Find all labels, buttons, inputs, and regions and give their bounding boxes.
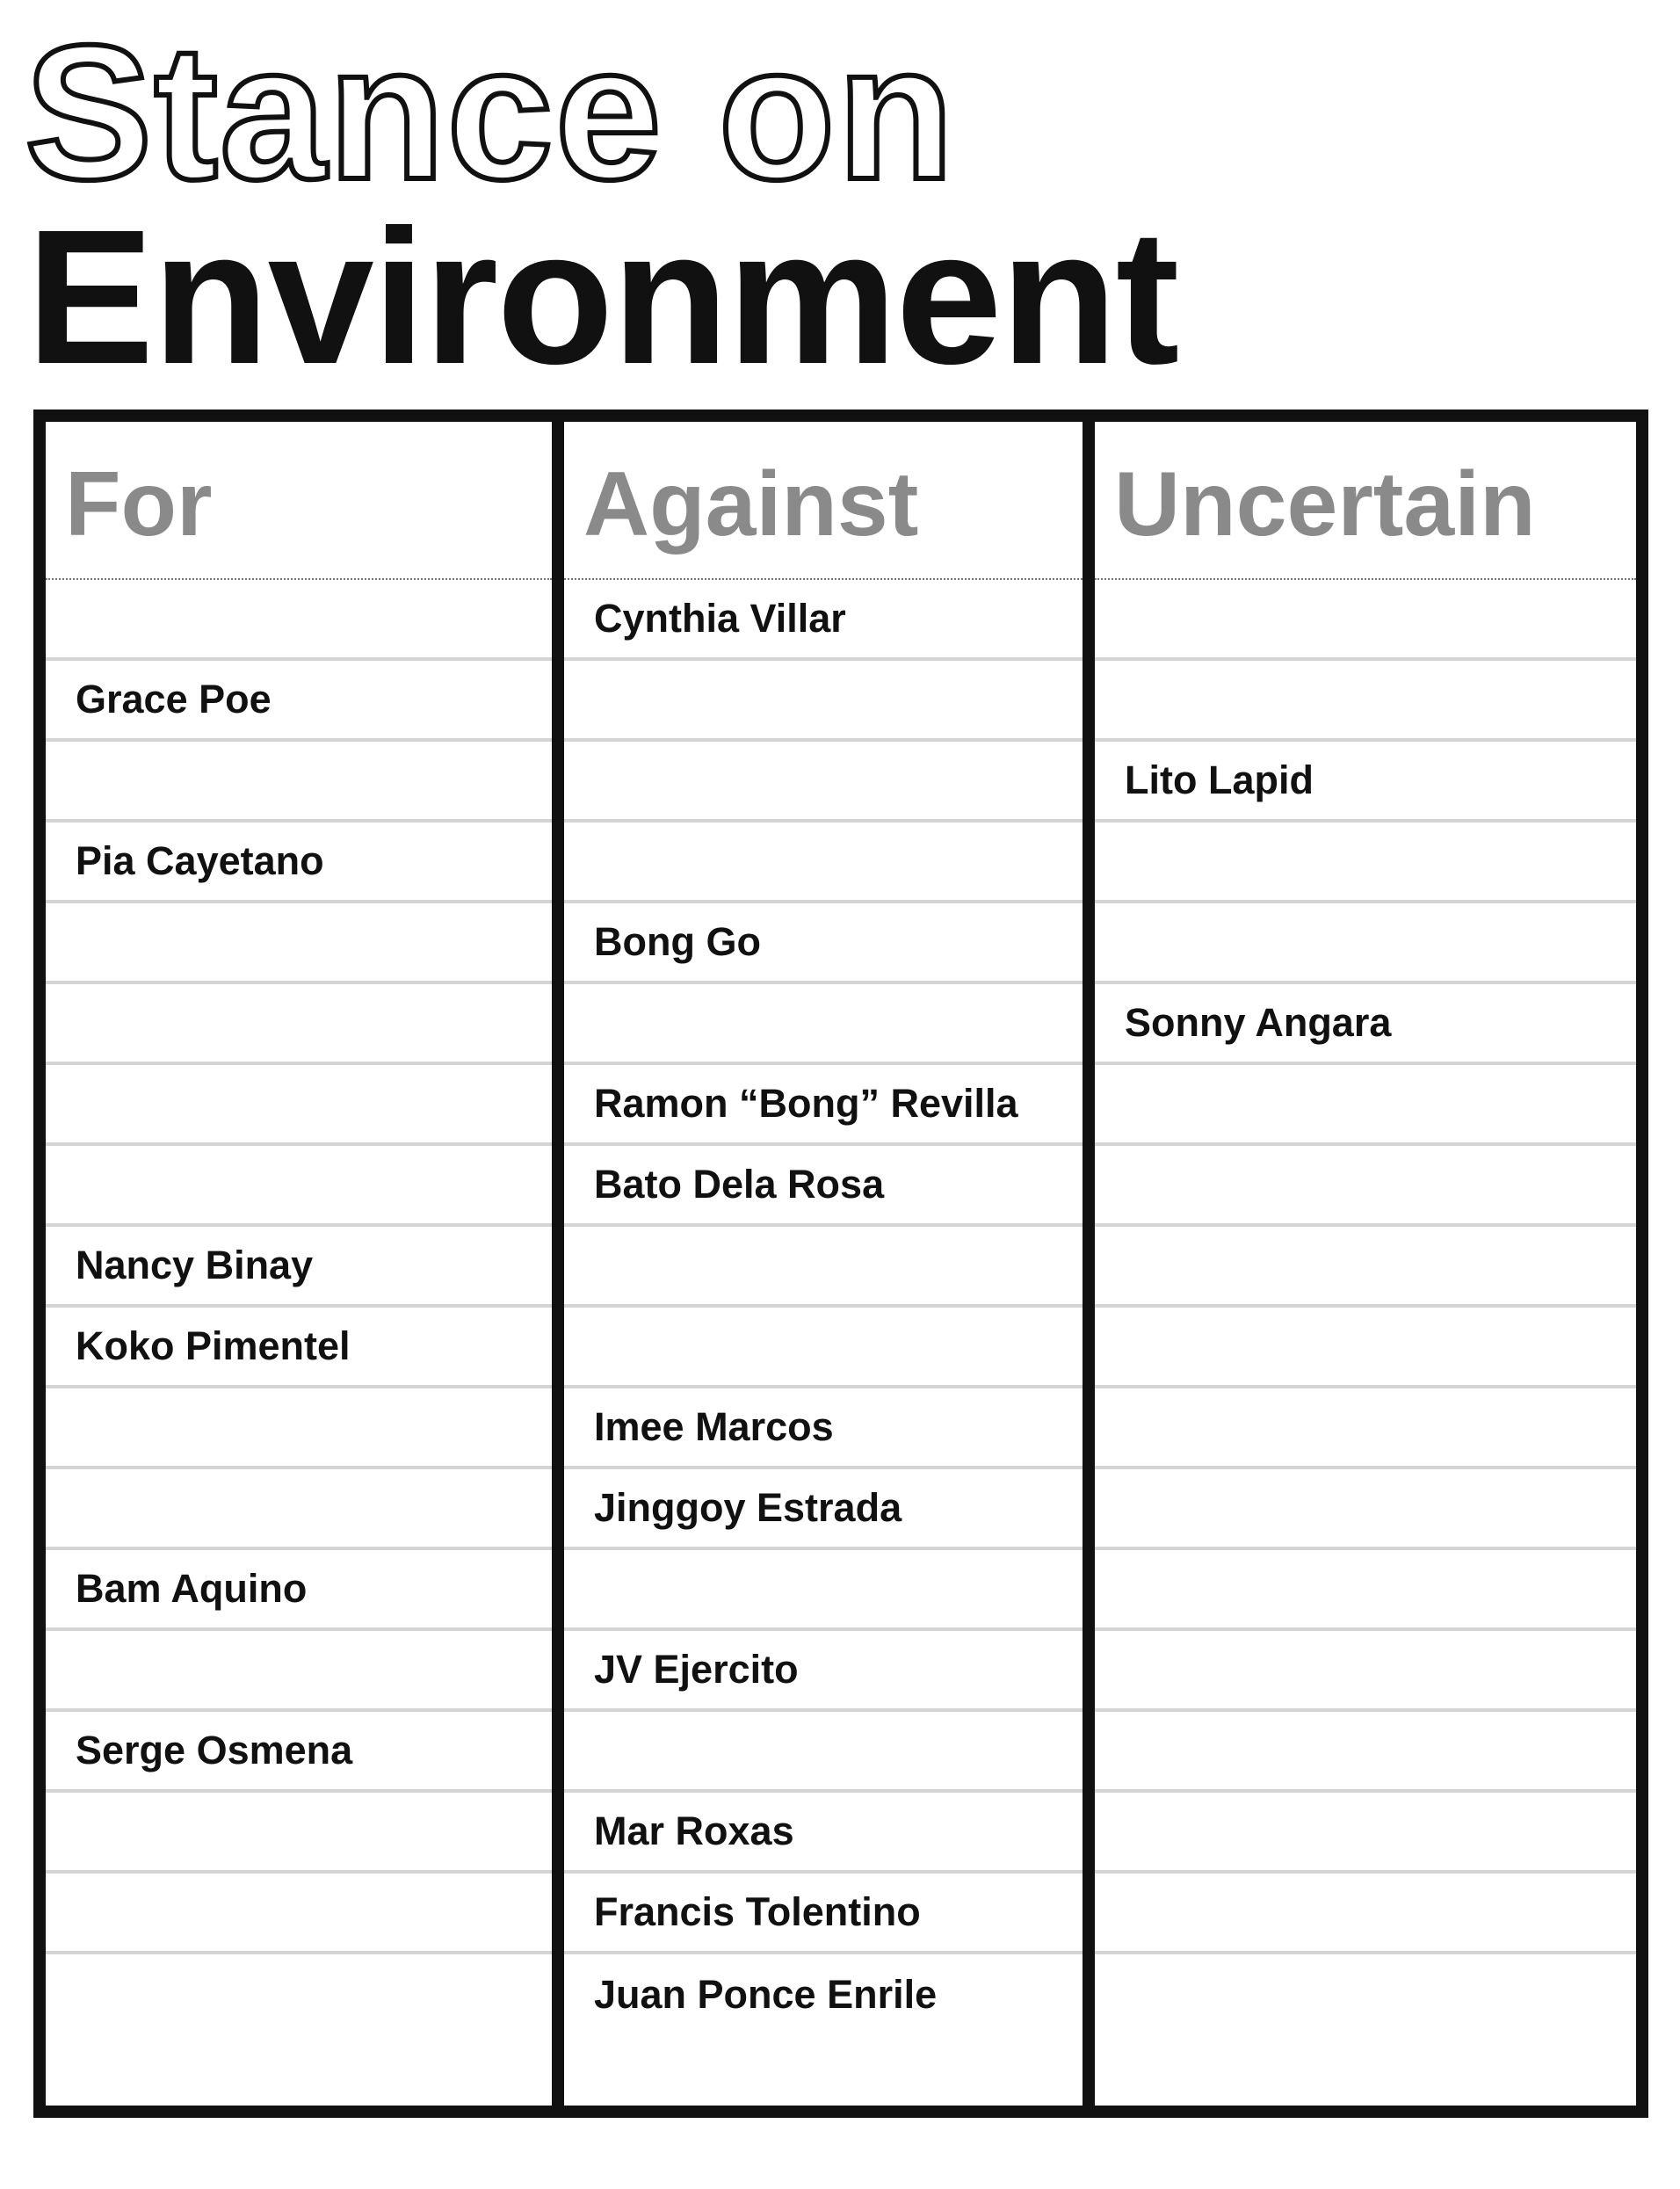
table-row xyxy=(564,823,1083,903)
table-row xyxy=(46,742,552,823)
table-row: Jinggoy Estrada xyxy=(564,1469,1083,1550)
table-row: JV Ejercito xyxy=(564,1631,1083,1712)
table-row xyxy=(564,661,1083,742)
table-row: Imee Marcos xyxy=(564,1388,1083,1469)
table-row xyxy=(564,1308,1083,1388)
column-uncertain xyxy=(1095,422,1636,2106)
table-row xyxy=(564,984,1083,1065)
table-row: Bato Dela Rosa xyxy=(564,1146,1083,1227)
table-row: Serge Osmena xyxy=(46,1712,552,1793)
table-row: Lito Lapid xyxy=(1095,742,1636,823)
table-row: Nancy Binay xyxy=(46,1227,552,1308)
table-row xyxy=(46,1874,552,1954)
table-row xyxy=(564,1550,1083,1631)
table-row: Bam Aquino xyxy=(46,1550,552,1631)
table-row xyxy=(1095,1550,1636,1631)
table-row: Cynthia Villar xyxy=(564,580,1083,661)
table-row: Sonny Angara xyxy=(1095,984,1636,1065)
column-header-for: For xyxy=(46,422,552,580)
column-for xyxy=(46,422,564,2106)
table-row xyxy=(1095,1793,1636,1874)
table-row xyxy=(1095,1954,1636,2035)
table-row xyxy=(564,1227,1083,1308)
table-row xyxy=(1095,823,1636,903)
table-row xyxy=(1095,903,1636,984)
column-header-uncertain: Uncertain xyxy=(1095,422,1636,580)
page-title-line2: Environment xyxy=(26,191,1178,404)
table-row: Koko Pimentel xyxy=(46,1308,552,1388)
column-against xyxy=(564,422,1095,2106)
table-row xyxy=(46,1954,552,2035)
table-row: Bong Go xyxy=(564,903,1083,984)
table-row xyxy=(46,580,552,661)
table-row: Ramon “Bong” Revilla xyxy=(564,1065,1083,1146)
table-row xyxy=(46,984,552,1065)
table-row xyxy=(46,1388,552,1469)
table-row xyxy=(564,742,1083,823)
column-rows-for xyxy=(46,580,552,2035)
table-row xyxy=(1095,1712,1636,1793)
page-title-line1: Stance on xyxy=(25,6,956,220)
table-row xyxy=(1095,1146,1636,1227)
table-row xyxy=(564,1712,1083,1793)
column-rows-uncertain xyxy=(1095,580,1636,2035)
table-row xyxy=(1095,1308,1636,1388)
table-row xyxy=(1095,580,1636,661)
table-row: Pia Cayetano xyxy=(46,823,552,903)
table-row xyxy=(46,1146,552,1227)
table-row xyxy=(46,903,552,984)
table-row xyxy=(1095,1227,1636,1308)
table-row xyxy=(46,1469,552,1550)
table-row: Juan Ponce Enrile xyxy=(594,1972,938,2017)
column-rows-against xyxy=(564,580,1083,2035)
table-row xyxy=(46,1793,552,1874)
table-row: Francis Tolentino xyxy=(564,1874,1083,1954)
table-row xyxy=(46,1065,552,1146)
table-row xyxy=(1095,1065,1636,1146)
table-row xyxy=(1095,1631,1636,1712)
table-row xyxy=(1095,1874,1636,1954)
table-row xyxy=(1095,1388,1636,1469)
table-row xyxy=(1095,1469,1636,1550)
stance-table xyxy=(33,410,1648,2118)
table-row xyxy=(1095,661,1636,742)
column-header-against: Against xyxy=(564,422,1083,580)
table-row xyxy=(46,1631,552,1712)
table-row: Mar Roxas xyxy=(564,1793,1083,1874)
table-row: Grace Poe xyxy=(46,661,552,742)
